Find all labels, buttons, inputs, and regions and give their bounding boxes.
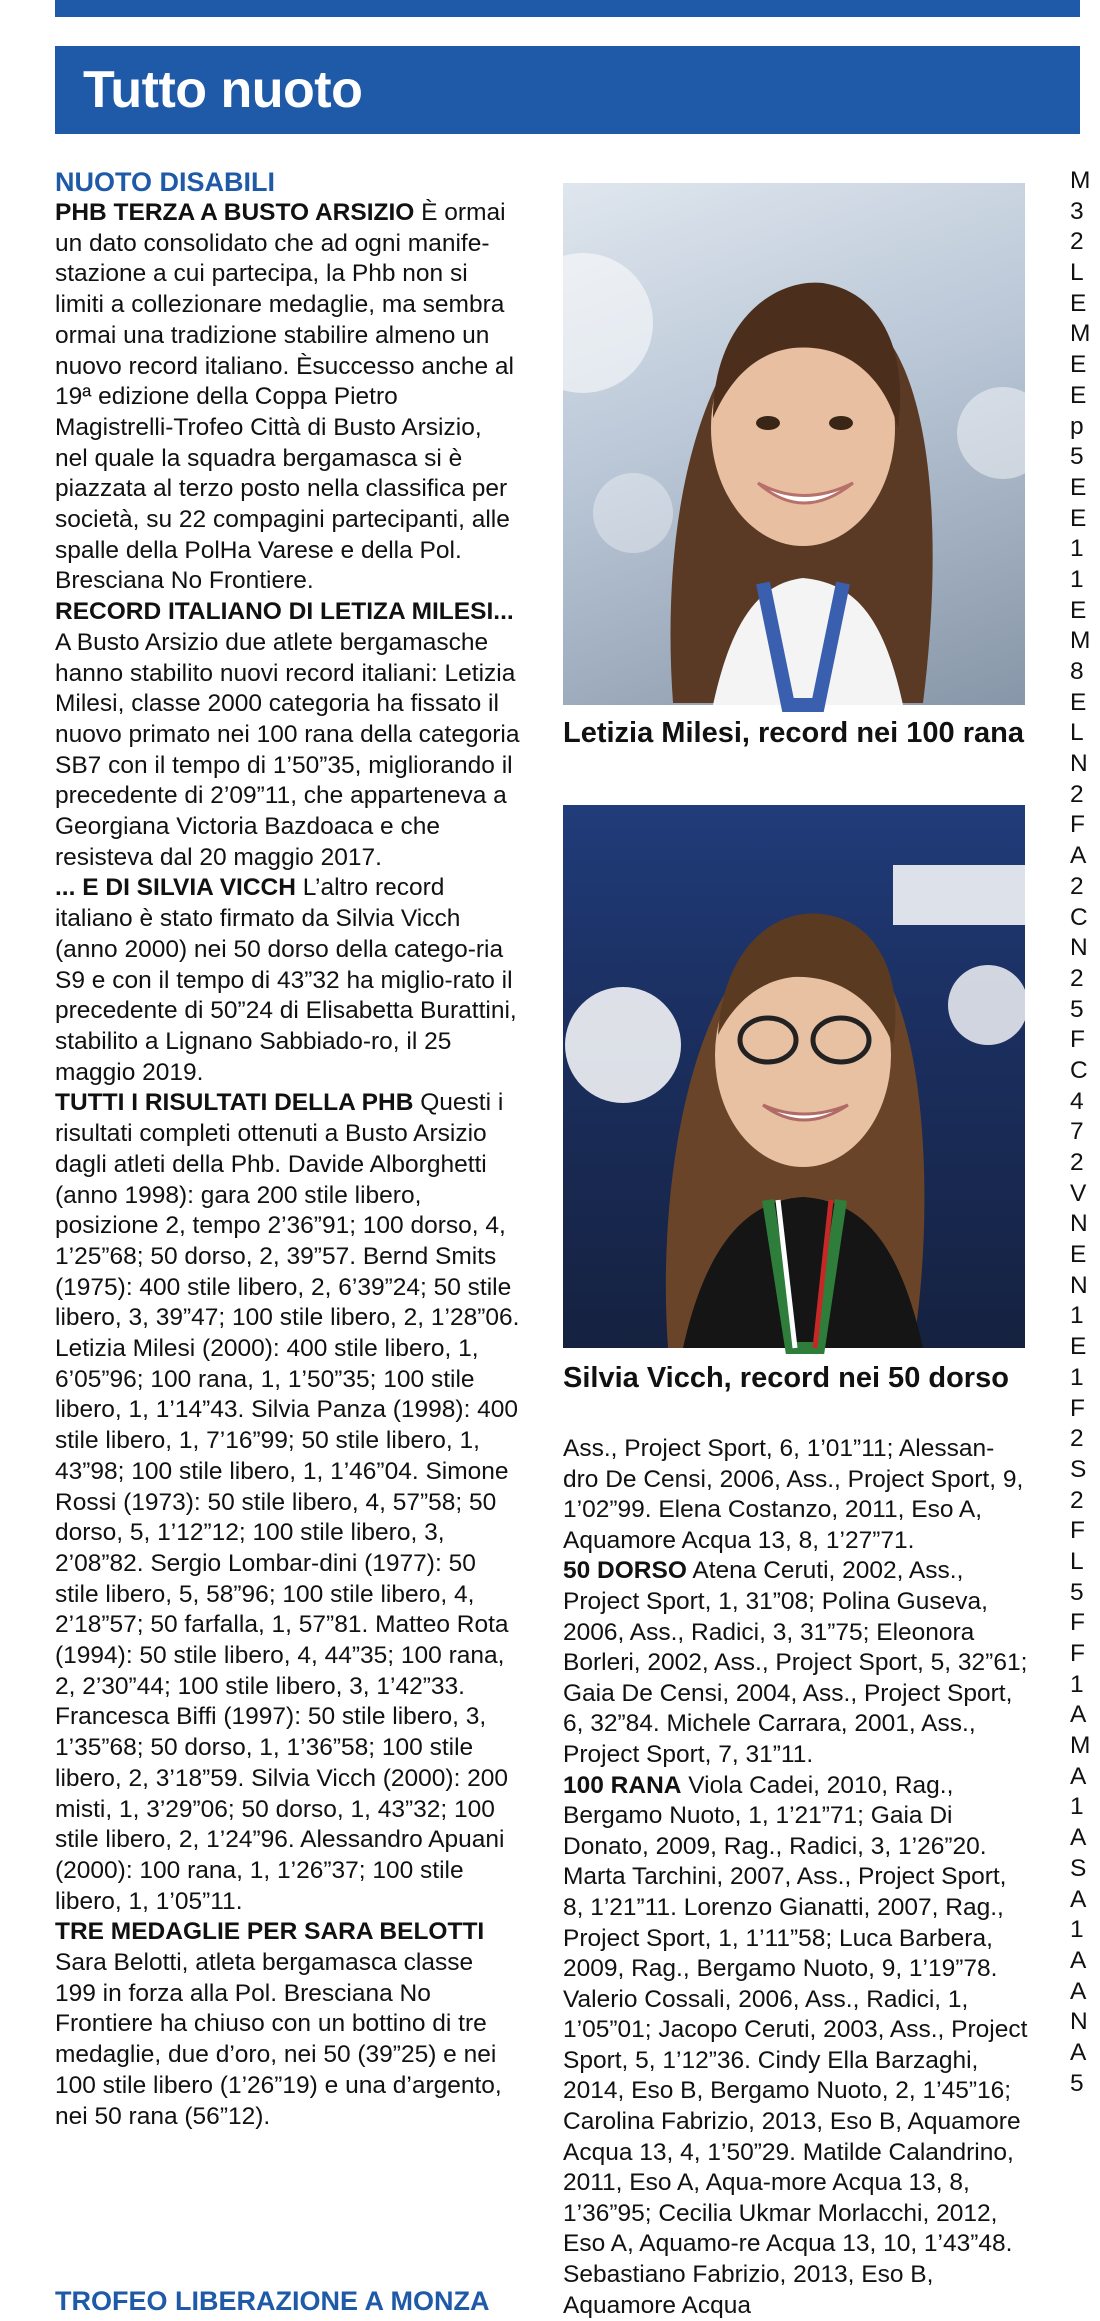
cropped-line-start: S	[1070, 1854, 1087, 1882]
article-paragraph	[563, 1771, 1028, 2321]
cropped-line-start: 1	[1070, 565, 1084, 593]
cropped-line-start: A	[1070, 1701, 1087, 1729]
top-rule	[55, 0, 1080, 17]
cropped-line-start: E	[1070, 504, 1087, 532]
cropped-line-start: 2	[1070, 1425, 1084, 1453]
portrait-illustration	[563, 805, 1025, 1348]
cropped-line-start: N	[1070, 750, 1088, 778]
article-paragraph	[55, 1917, 520, 2132]
cropped-line-start: 1	[1070, 1302, 1084, 1330]
cropped-line-start: 1	[1070, 535, 1084, 563]
paragraph-lead: ... E DI SILVIA VICCH	[55, 874, 296, 902]
paragraph-text: Questi i risultati completi ottenuti a Busto Arsizio dagli atleti della Phb. Davide Alborghetti (anno 1998): gara 200 stile libero, posizione 2, tempo 2’36”91; 100 dorso, 4, 1’25”68; 50 dorso, 2, 39”57. Bernd Smits (1975): 400 stile libero, 2, 6’39”24; 50 stile libero, 3, 39”47; 100 stile libero, 2, 1’28”06. Letizia Milesi (2000): 400 stile libero, 1, 6’05”96; 100 rana, 1, 1’50”35; 100 stile libero, 1, 1’14”43. Silvia Panza (1998): 400 stile libero, 1, 7’16”99; 50 stile libero, 1, 43”98; 100 stile libero, 1, 1’46”04. Simone Rossi (1973): 50 stile libero, 4, 57”58; 50 dorso, 5, 1’12”12; 100 stile libero, 3, 2’08”82. Sergio Lombar-dini (1977): 50 stile libero, 5, 58”96; 100 stile libero, 4, 2’18”57; 50 farfalla, 1, 57”81. Matteo Rota (1994): 50 stile libero, 4, 44”35; 100 rana, 2, 2’30”44; 100 stile libero, 3, 1’42”33. Francesca Biffi (1997): 50 stile libero, 3, 1’35”68; 50 dorso, 1, 1’36”58; 100 stile libero, 2, 3’18”59. Silvia Vicch (2000): 200 misti, 1, 3’29”06; 50 dorso, 1, 43”32; 100 stile libero, 2, 1’24”96. Alessandro Apuani (2000): 100 rana, 1, 1’26”37; 100 stile libero, 1, 1’05”11.	[55, 1089, 520, 1915]
cropped-line-start: N	[1070, 934, 1088, 962]
article-column-2	[563, 1434, 1028, 2321]
cropped-line-start: A	[1070, 1946, 1087, 1974]
portrait-illustration	[563, 183, 1025, 705]
cropped-line-start: F	[1070, 811, 1085, 839]
cropped-line-start: C	[1070, 1056, 1088, 1084]
cropped-line-start: F	[1070, 1640, 1085, 1667]
section-kicker: NUOTO DISABILI	[55, 167, 276, 197]
paragraph-lead: TUTTI I RISULTATI DELLA PHB	[55, 1089, 414, 1117]
cropped-line-start: 2	[1070, 1149, 1084, 1176]
cropped-line-start: 5	[1070, 443, 1084, 471]
cropped-line-start: M	[1070, 627, 1091, 655]
cropped-line-start: 4	[1070, 1087, 1084, 1115]
paragraph-text: Sara Belotti, atleta bergamasca classe 199 in forza alla Pol. Bresciana No Frontiere ha chiuso con un bottino di tre medaglie, due d’oro, nei 50 (39”25) e nei 100 stile libero (1’26”19) e una d’argento, nei 50 rana (56”12).	[55, 1949, 502, 2130]
cropped-line-start: N	[1070, 1271, 1088, 1299]
cropped-line-start: p	[1070, 412, 1084, 440]
cropped-line-start: F	[1070, 1609, 1085, 1637]
cropped-line-start: 8	[1070, 658, 1084, 685]
cropped-line-start: A	[1070, 1762, 1087, 1790]
cropped-line-start: 1	[1070, 1670, 1084, 1698]
photo-caption: Silvia Vicch, record nei 50 dorso	[563, 1362, 1009, 1394]
cropped-line-start: E	[1070, 289, 1087, 317]
paragraph-text: Ass., Project Sport, 6, 1’01”11; Alessan-dro De Censi, 2006, Ass., Project Sport, 9, 1’02”99. Elena Costanzo, 2011, Eso A, Aquamore Acqua 13, 8, 1’27”71.	[563, 1435, 1024, 1554]
cropped-line-start: M	[1070, 1732, 1091, 1760]
paragraph-lead: 100 RANA	[563, 1771, 682, 1799]
cropped-line-start: 2	[1070, 964, 1084, 992]
article-paragraph	[55, 597, 520, 873]
cropped-line-start: S	[1070, 1455, 1087, 1483]
cropped-line-start: 3	[1070, 197, 1084, 225]
cropped-line-start: 5	[1070, 995, 1084, 1023]
paragraph-text: A Busto Arsizio due atlete bergamasche hanno stabilito nuovi record italiani: Letizia Milesi, classe 2000 categoria ha fissato il nuovo primato nei 100 rana della categoria SB7 con il tempo di 1’50”35, migliorando il precedente di 2’09”11, che apparteneva a Georgiana Victoria Bazdoaca e che resisteva dal 20 maggio 2017.	[55, 628, 520, 871]
paragraph-text: È ormai un dato consolidato che ad ogni manife-stazione a cui partecipa, la Phb non si limiti a collezionare medaglie, ma sembra ormai una tradizione stabilire almeno un nuovo record italiano. Èsuccesso anche al 19ª edizione della Coppa Pietro Magistrelli-Trofeo Città di Busto Arsizio, nel quale la squadra bergamasca si è piazzata al terzo posto nella classifica per società, su 22 compagini partecipanti, alle spalle della PolHa Varese e della Pol. Bresciana No Frontiere.	[55, 199, 514, 595]
cropped-line-start: F	[1070, 1026, 1085, 1054]
cropped-line-start: 2	[1070, 1486, 1084, 1514]
cropped-line-start: A	[1070, 1885, 1087, 1913]
article-paragraph	[55, 1088, 520, 1917]
paragraph-lead: 50 DORSO	[563, 1557, 687, 1585]
cropped-line-start: E	[1070, 596, 1087, 624]
page-title: Tutto nuoto	[83, 61, 363, 119]
cropped-line-start: E	[1070, 351, 1087, 379]
cropped-line-start: L	[1070, 719, 1084, 747]
cropped-line-start: 1	[1070, 1793, 1084, 1821]
cropped-line-start: 5	[1070, 2069, 1084, 2097]
cropped-line-start: 2	[1070, 872, 1084, 900]
cropped-line-start: E	[1070, 688, 1087, 716]
cropped-line-start: A	[1070, 2038, 1087, 2066]
photo-silvia-vicch	[563, 805, 1025, 1348]
cropped-line-start: A	[1070, 1977, 1087, 2005]
cropped-line-start: 5	[1070, 1578, 1084, 1606]
article-paragraph	[55, 873, 520, 1088]
cropped-line-start: N	[1070, 2008, 1088, 2036]
paragraph-text: Viola Cadei, 2010, Rag., Bergamo Nuoto, 1, 1’21”71; Gaia Di Donato, 2009, Rag., Radici, 3, 1’26”20. Marta Tarchini, 2007, Ass., Project Sport, 8, 1’21”11. Lorenzo Gianatti, 2007, Rag., Project Sport, 1, 1’11”58; Luca Barbera, 2009, Rag., Bergamo Nuoto, 9, 1’19”78. Valerio Cossali, 2006, Ass., Radici, 1, 1’05”01; Jacopo Ceruti, 2003, Ass., Project Sport, 5, 1’12”36. Cindy Ella Barzaghi, 2014, Eso B, Bergamo Nuoto, 2, 1’45”16; Carolina Fabrizio, 2013, Eso B, Aquamore Acqua 13, 4, 1’50”29. Matilde Calandrino, 2011, Eso A, Aqua-more Acqua 13, 8, 1’36”95; Cecilia Ukmar Morlacchi, 2012, Eso A, Aquamo-re Acqua 13, 10, 1’43”48. Sebastiano Fabrizio, 2013, Eso B, Aquamore Acqua	[563, 1771, 1028, 2319]
cropped-line-start: E	[1070, 381, 1087, 409]
cropped-line-start: L	[1070, 1547, 1084, 1575]
section-banner	[55, 46, 1080, 134]
article-column-1	[55, 166, 520, 2132]
cropped-line-start: E	[1070, 1241, 1087, 1269]
cropped-line-start: F	[1070, 1394, 1085, 1422]
paragraph-lead: TRE MEDAGLIE PER SARA BELOTTI	[55, 1918, 485, 1946]
cropped-line-start: C	[1070, 903, 1088, 931]
cropped-line-start: 2	[1070, 228, 1084, 256]
cropped-line-start: E	[1070, 473, 1087, 501]
cropped-line-start: F	[1070, 1517, 1085, 1545]
cropped-line-start: 7	[1070, 1118, 1084, 1146]
paragraph-text: Atena Ceruti, 2002, Ass., Project Sport, 1, 31”08; Polina Guseva, 2006, Ass., Radici, 3, 31”75; Eleonora Borleri, 2002, Ass., Project Sport, 5, 32”61; Gaia De Censi, 2004, Ass., Project Sport, 6, 32”84. Michele Carrara, 2001, Ass., Project Sport, 7, 31”11.	[563, 1557, 1028, 1768]
article-paragraph	[563, 1556, 1028, 1770]
cropped-line-start: E	[1070, 1333, 1087, 1361]
paragraph-text: L’altro record italiano è stato firmato da Silvia Vicch (anno 2000) nei 50 dorso della catego-ria S9 e con il tempo di 43”32 ha miglio-rato il precedente di 50”24 di Elisabetta Burattini, stabilito a Lignano Sabbiado-ro, il 25 maggio 2019.	[55, 874, 517, 1086]
cropped-line-start: A	[1070, 842, 1087, 870]
cropped-line-start: 1	[1070, 1363, 1084, 1391]
paragraph-lead: RECORD ITALIANO DI LETIZA MILESI...	[55, 598, 514, 626]
cropped-line-start: N	[1070, 1210, 1088, 1238]
next-article-heading: TROFEO LIBERAZIONE A MONZA	[55, 2286, 490, 2316]
cropped-line-start: M	[1070, 167, 1091, 194]
cropped-line-start: V	[1070, 1179, 1087, 1207]
article-paragraph	[55, 198, 520, 597]
paragraph-lead: PHB TERZA A BUSTO ARSIZIO	[55, 199, 415, 226]
cropped-line-start: 1	[1070, 1916, 1084, 1944]
cropped-line-start: L	[1070, 259, 1084, 287]
article-paragraph	[563, 1434, 1028, 1556]
cropped-line-start: M	[1070, 320, 1091, 348]
cropped-line-start: 2	[1070, 780, 1084, 808]
article-column-3-cropped	[1070, 166, 1100, 2099]
cropped-line-start: A	[1070, 1824, 1087, 1852]
photo-caption: Letizia Milesi, record nei 100 rana	[563, 717, 1024, 749]
photo-letizia-milesi	[563, 183, 1025, 705]
